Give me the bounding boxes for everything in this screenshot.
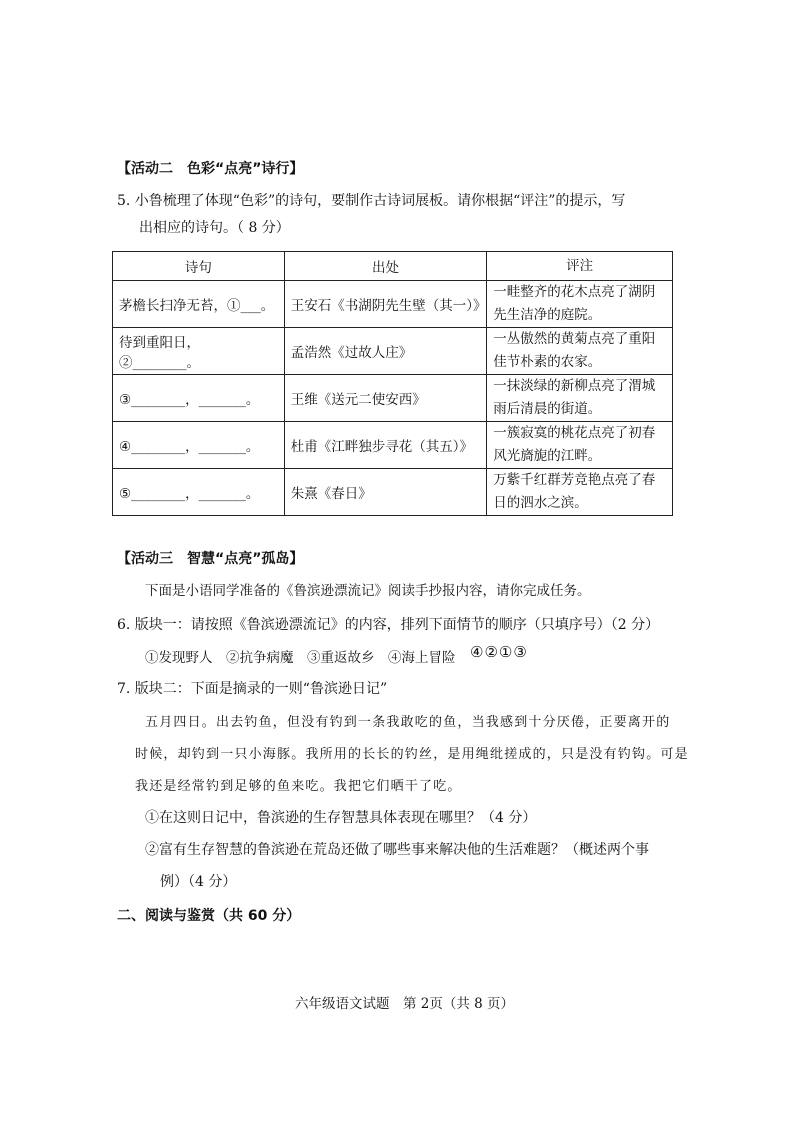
q7-text: 7. 版块二：下面是摘录的一则“鲁滨逊日记” (117, 681, 388, 697)
table-row (113, 281, 673, 328)
table-row (113, 328, 673, 375)
poem-cell[interactable]: ③________，_______。 (113, 375, 285, 422)
header-note: 评注 (487, 252, 673, 281)
diary-line-1: 五月四日。出去钓鱼，但没有钓到一条我敢吃的鱼，当我感到十分厌倦，正要离开的 (145, 715, 671, 730)
q5-text-line1: 5. 小鲁梳理了体现“色彩”的诗句，要制作古诗词展板。请你根据“评注”的提示，写 (117, 193, 626, 209)
note-cell: 一簇寂寞的桃花点亮了初春风光旖旎的江畔。 (487, 422, 673, 469)
source-cell: 杜甫《江畔独步寻花（其五）》 (284, 422, 487, 469)
q5-text-line2: 出相应的诗句。（ 8 分） (139, 220, 290, 236)
activity3-title: 【活动三 智慧“点亮”孤岛】 (117, 551, 304, 567)
q7-sub2-line2: 例）（4 分） (160, 874, 237, 890)
table-row (113, 469, 673, 516)
header-poem: 诗句 (113, 252, 285, 281)
page-footer: 六年级语文试题 第 2页（共 8 页） (295, 996, 515, 1012)
q7-sub2-line1: ②富有生存智慧的鲁滨逊在荒岛还做了哪些事来解决他的生活难题？（概述两个事 (145, 842, 649, 858)
source-cell: 王安石《书湖阴先生壁（其一）》 (284, 281, 487, 328)
poem-table (112, 251, 673, 516)
source-cell: 孟浩然《过故人庄》 (284, 328, 487, 375)
q6-options: ①发现野人 ②抗争病魔 ③重返故乡 ④海上冒险 (145, 650, 456, 666)
note-cell: 一丛傲然的黄菊点亮了重阳佳节朴素的农家。 (487, 328, 673, 375)
poem-cell[interactable]: ④________，_______。 (113, 422, 285, 469)
poem-cell[interactable]: 茅檐长扫净无苔，①___。 (113, 281, 285, 328)
diary-line-3: 我还是经常钓到足够的鱼来吃。我把它们晒干了吃。 (135, 779, 462, 794)
table-row (113, 422, 673, 469)
poem-cell[interactable]: 待到重阳日，②________。 (113, 328, 285, 375)
activity3-intro: 下面是小语同学准备的《鲁滨逊漂流记》阅读手抄报内容，请你完成任务。 (145, 583, 591, 599)
diary-line-2: 时候，却钓到一只小海豚。我所用的长长的钓丝，是用绳纰搓成的，只是没有钓钩。可是 (135, 747, 689, 762)
table-row (113, 375, 673, 422)
note-cell: 一畦整齐的花木点亮了湖阴先生洁净的庭院。 (487, 281, 673, 328)
source-cell: 王维《送元二使安西》 (284, 375, 487, 422)
activity2-title: 【活动二 色彩“点亮”诗行】 (117, 161, 304, 177)
header-source: 出处 (284, 252, 487, 281)
section2-title: 二、阅读与鉴赏（共 60 分） (117, 908, 301, 924)
source-cell: 朱熹《春日》 (284, 469, 487, 516)
q7-sub1: ①在这则日记中，鲁滨逊的生存智慧具体表现在哪里？（4 分） (145, 810, 537, 826)
note-cell: 万紫千红群芳竞艳点亮了春日的泗水之滨。 (487, 469, 673, 516)
note-cell: 一抹淡绿的新柳点亮了渭城雨后清晨的街道。 (487, 375, 673, 422)
table-header-row (113, 252, 673, 281)
q6-text: 6. 版块一：请按照《鲁滨逊漂流记》的内容，排列下面情节的顺序（只填序号）（2 分） (117, 617, 660, 633)
poem-cell[interactable]: ⑤________，_______。 (113, 469, 285, 516)
q6-handwritten-answer: ④②①③ (470, 643, 528, 661)
